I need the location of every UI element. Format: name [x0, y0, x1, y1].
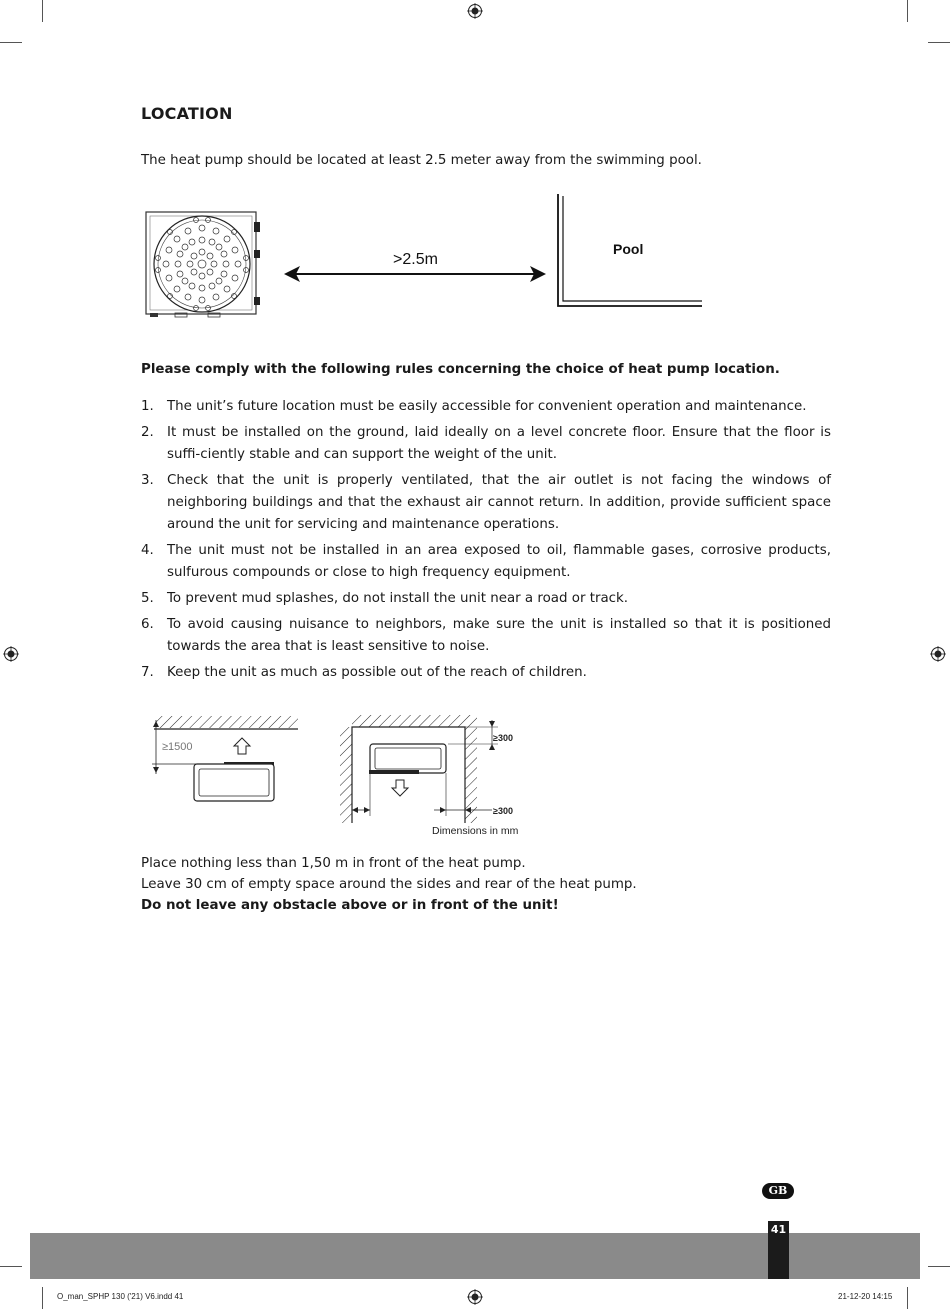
page-number: 41	[768, 1221, 789, 1279]
clearance-diagram	[148, 710, 538, 840]
distance-arrow	[284, 266, 546, 282]
crop-mark	[907, 0, 908, 22]
registration-mark-icon	[467, 1289, 483, 1305]
print-timestamp: 21-12-20 14:15	[838, 1292, 893, 1301]
crop-mark	[0, 42, 22, 43]
registration-mark-icon	[930, 646, 946, 662]
rules-intro: Please comply with the following rules concerning the choice of heat pump location.	[141, 362, 780, 377]
language-badge: GB	[762, 1183, 794, 1199]
list-item: 3. Check that the unit is properly ventilated, that the air outlet is not facing the windows of neighboring buildings and that the exhaust air cannot return. In addition, provide sufficient space around the unit for servicing and maintenance operations.	[141, 473, 831, 532]
crop-mark	[928, 1266, 950, 1267]
rear-clearance-label: ≥300	[493, 733, 513, 743]
distance-label: >2.5m	[393, 251, 438, 268]
dimensions-caption: Dimensions in mm	[432, 825, 519, 837]
intro-text: The heat pump should be located at least 2.5 meter away from the swimming pool.	[141, 153, 702, 168]
crop-mark	[0, 1266, 22, 1267]
distance-diagram	[140, 192, 710, 322]
note-side-clearance: Leave 30 cm of empty space around the sides and rear of the heat pump.	[141, 877, 637, 892]
registration-mark-icon	[467, 3, 483, 19]
crop-mark	[928, 42, 950, 43]
section-title: LOCATION	[141, 104, 233, 123]
crop-mark	[42, 1287, 43, 1309]
note-front-clearance: Place nothing less than 1,50 m in front of the heat pump.	[141, 856, 526, 871]
crop-mark	[42, 0, 43, 22]
list-item: 4. The unit must not be installed in an area exposed to oil, flammable gases, corrosive products, sulfurous compounds or close to high frequency equipment.	[141, 543, 831, 580]
heat-pump-illustration	[146, 212, 260, 317]
rules-list	[141, 396, 831, 688]
list-item: 1. The unit’s future location must be easily accessible for convenient operation and maintenance.	[141, 399, 807, 414]
list-item: 2. It must be installed on the ground, laid ideally on a level concrete floor. Ensure that the floor is suffi-ciently stable and can support the weight of the unit.	[141, 425, 831, 462]
list-item: 6. To avoid causing nuisance to neighbors, make sure the unit is installed so that it is positioned towards the area that is least sensitive to noise.	[141, 617, 831, 654]
file-slug: O_man_SPHP 130 ('21) V6.indd 41	[57, 1292, 184, 1301]
pool-label: Pool	[613, 241, 644, 257]
top-clearance-view	[340, 715, 519, 837]
front-clearance-label: ≥1500	[162, 741, 193, 753]
note-warning: Do not leave any obstacle above or in front of the unit!	[141, 898, 559, 913]
list-item: 5. To prevent mud splashes, do not install the unit near a road or track.	[141, 591, 629, 606]
registration-mark-icon	[3, 646, 19, 662]
front-clearance-view	[152, 716, 298, 801]
side-clearance-label: ≥300	[493, 806, 513, 816]
crop-mark	[907, 1287, 908, 1309]
list-item: 7. Keep the unit as much as possible out of the reach of children.	[141, 665, 587, 680]
